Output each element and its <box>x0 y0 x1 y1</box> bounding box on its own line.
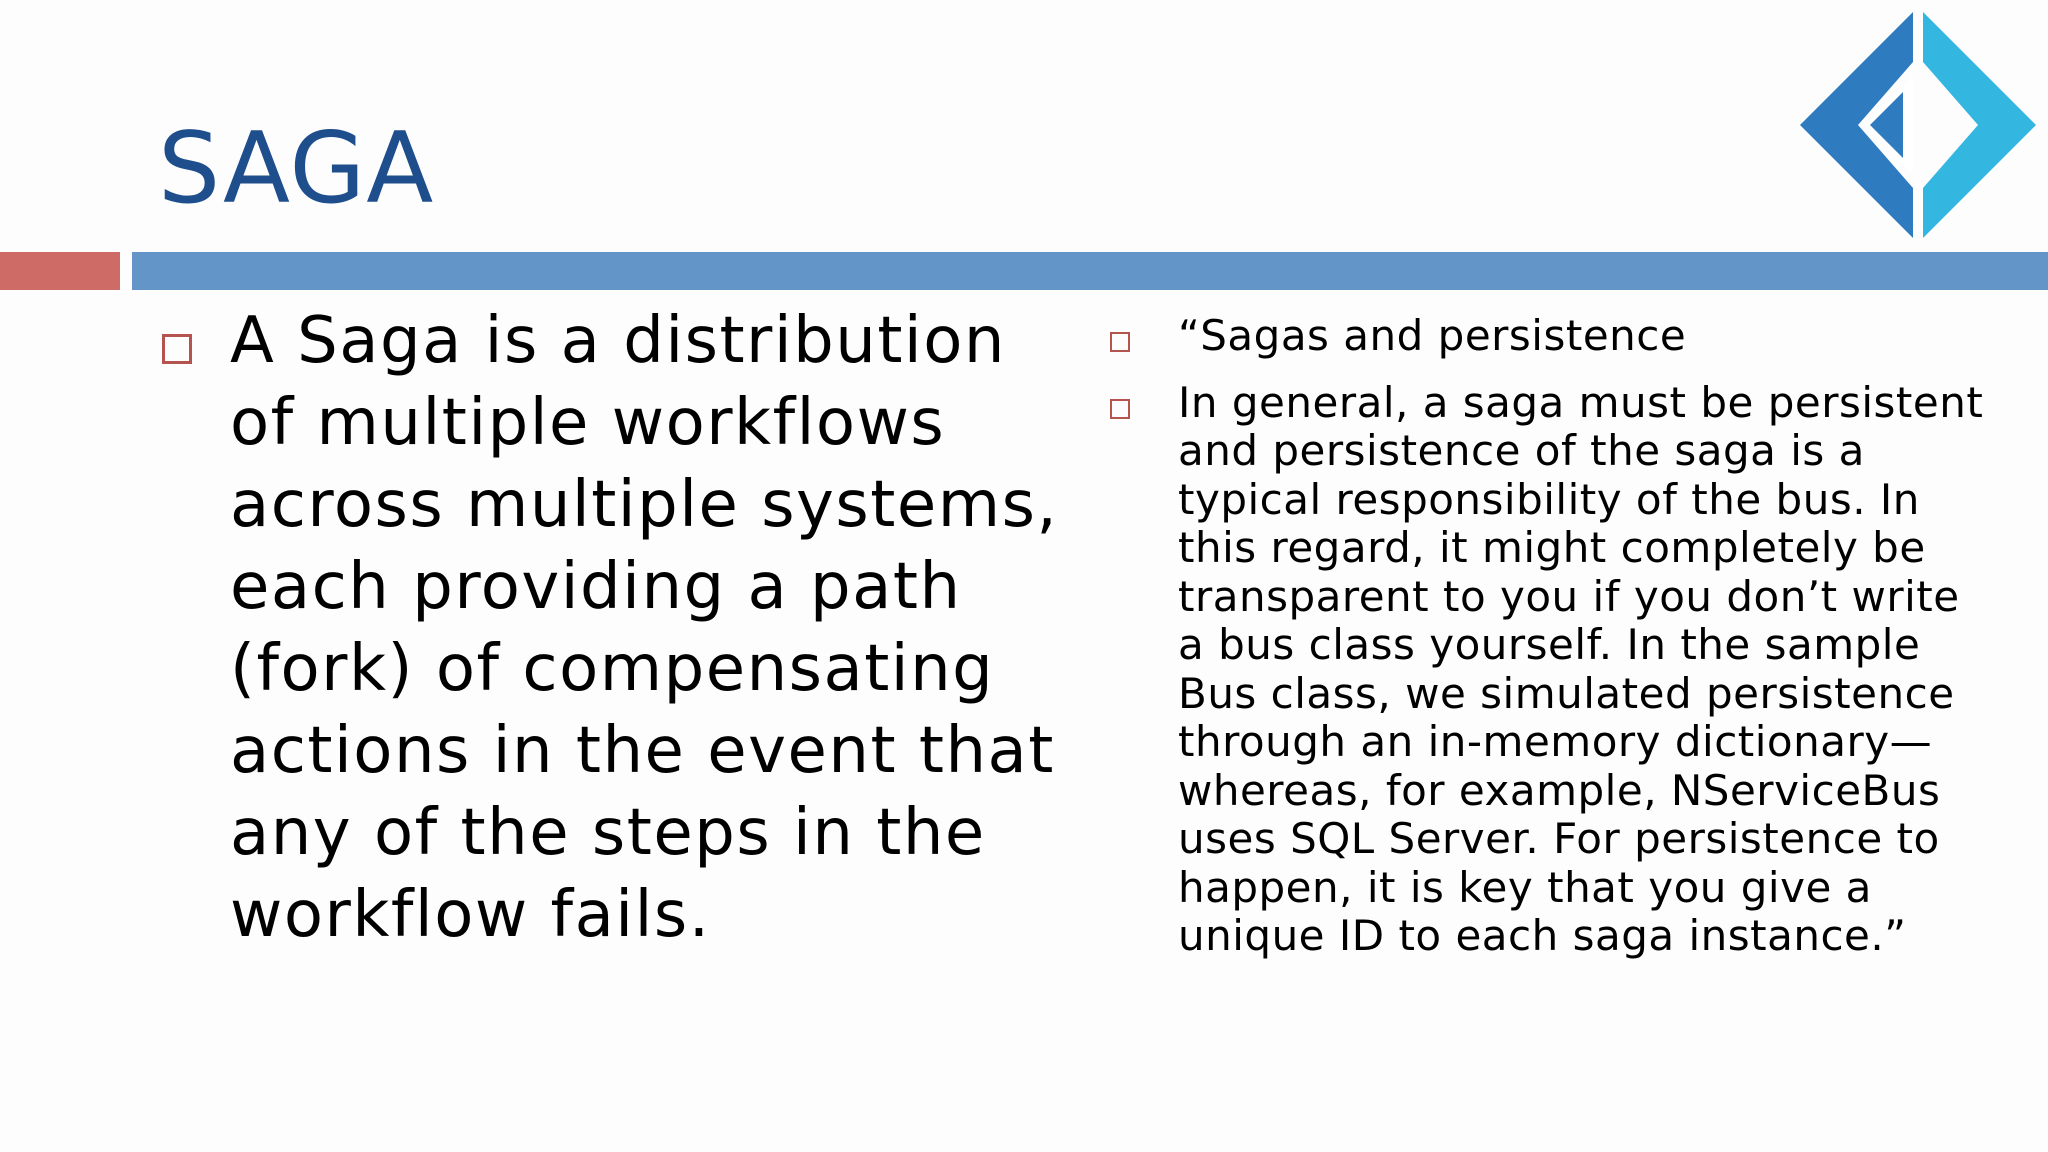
text-line: this regard, it might completely be <box>1178 523 1926 572</box>
text-line: of multiple workflows <box>230 386 946 460</box>
text-line: uses SQL Server. For persistence to <box>1178 814 1940 863</box>
right-content-column <box>1104 311 1984 961</box>
text-line: through an in-memory dictionary— <box>1178 717 1933 766</box>
text-line: A Saga is a distribution <box>230 304 1006 378</box>
right-bullet-text <box>1178 312 1964 361</box>
square-bullet-icon <box>162 334 192 364</box>
diamond-logo-icon <box>1800 12 2036 238</box>
right-bullet-item-body <box>1104 377 1984 961</box>
text-line: actions in the event that <box>230 714 1055 788</box>
left-bullet-item <box>160 300 1059 956</box>
text-line: In general, a saga must be persistent <box>1178 377 1984 427</box>
text-line: Bus class, we simulated persistence <box>1178 668 1955 718</box>
text-line: any of the steps in the <box>230 796 986 870</box>
square-bullet-icon <box>1110 332 1130 352</box>
text-line: whereas, for example, NServiceBus <box>1178 765 1941 815</box>
text-line: unique ID to each saga instance.” <box>1178 911 1907 960</box>
accent-bar <box>0 252 120 290</box>
right-bullet-text <box>1178 377 1984 961</box>
left-content-column <box>160 300 1059 956</box>
logo-right-half <box>1923 12 2036 238</box>
text-line: a bus class yourself. In the sample <box>1178 620 1921 669</box>
slide-title: SAGA <box>158 112 435 226</box>
title-underline-bar <box>132 252 2048 290</box>
text-line: “Sagas and persistence <box>1178 311 1687 360</box>
text-line: workflow fails. <box>230 878 711 952</box>
text-line: across multiple systems, <box>230 468 1059 542</box>
right-bullet-item-heading <box>1104 312 1964 361</box>
square-bullet-icon <box>1110 399 1130 419</box>
text-line: each providing a path <box>230 550 962 624</box>
text-line: and persistence of the saga is a <box>1178 426 1865 475</box>
text-line: transparent to you if you don’t write <box>1178 571 1960 621</box>
left-bullet-text <box>230 300 1059 956</box>
text-line: typical responsibility of the bus. In <box>1178 474 1920 524</box>
text-line: (fork) of compensating <box>230 632 995 706</box>
text-line: happen, it is key that you give a <box>1178 862 1872 912</box>
